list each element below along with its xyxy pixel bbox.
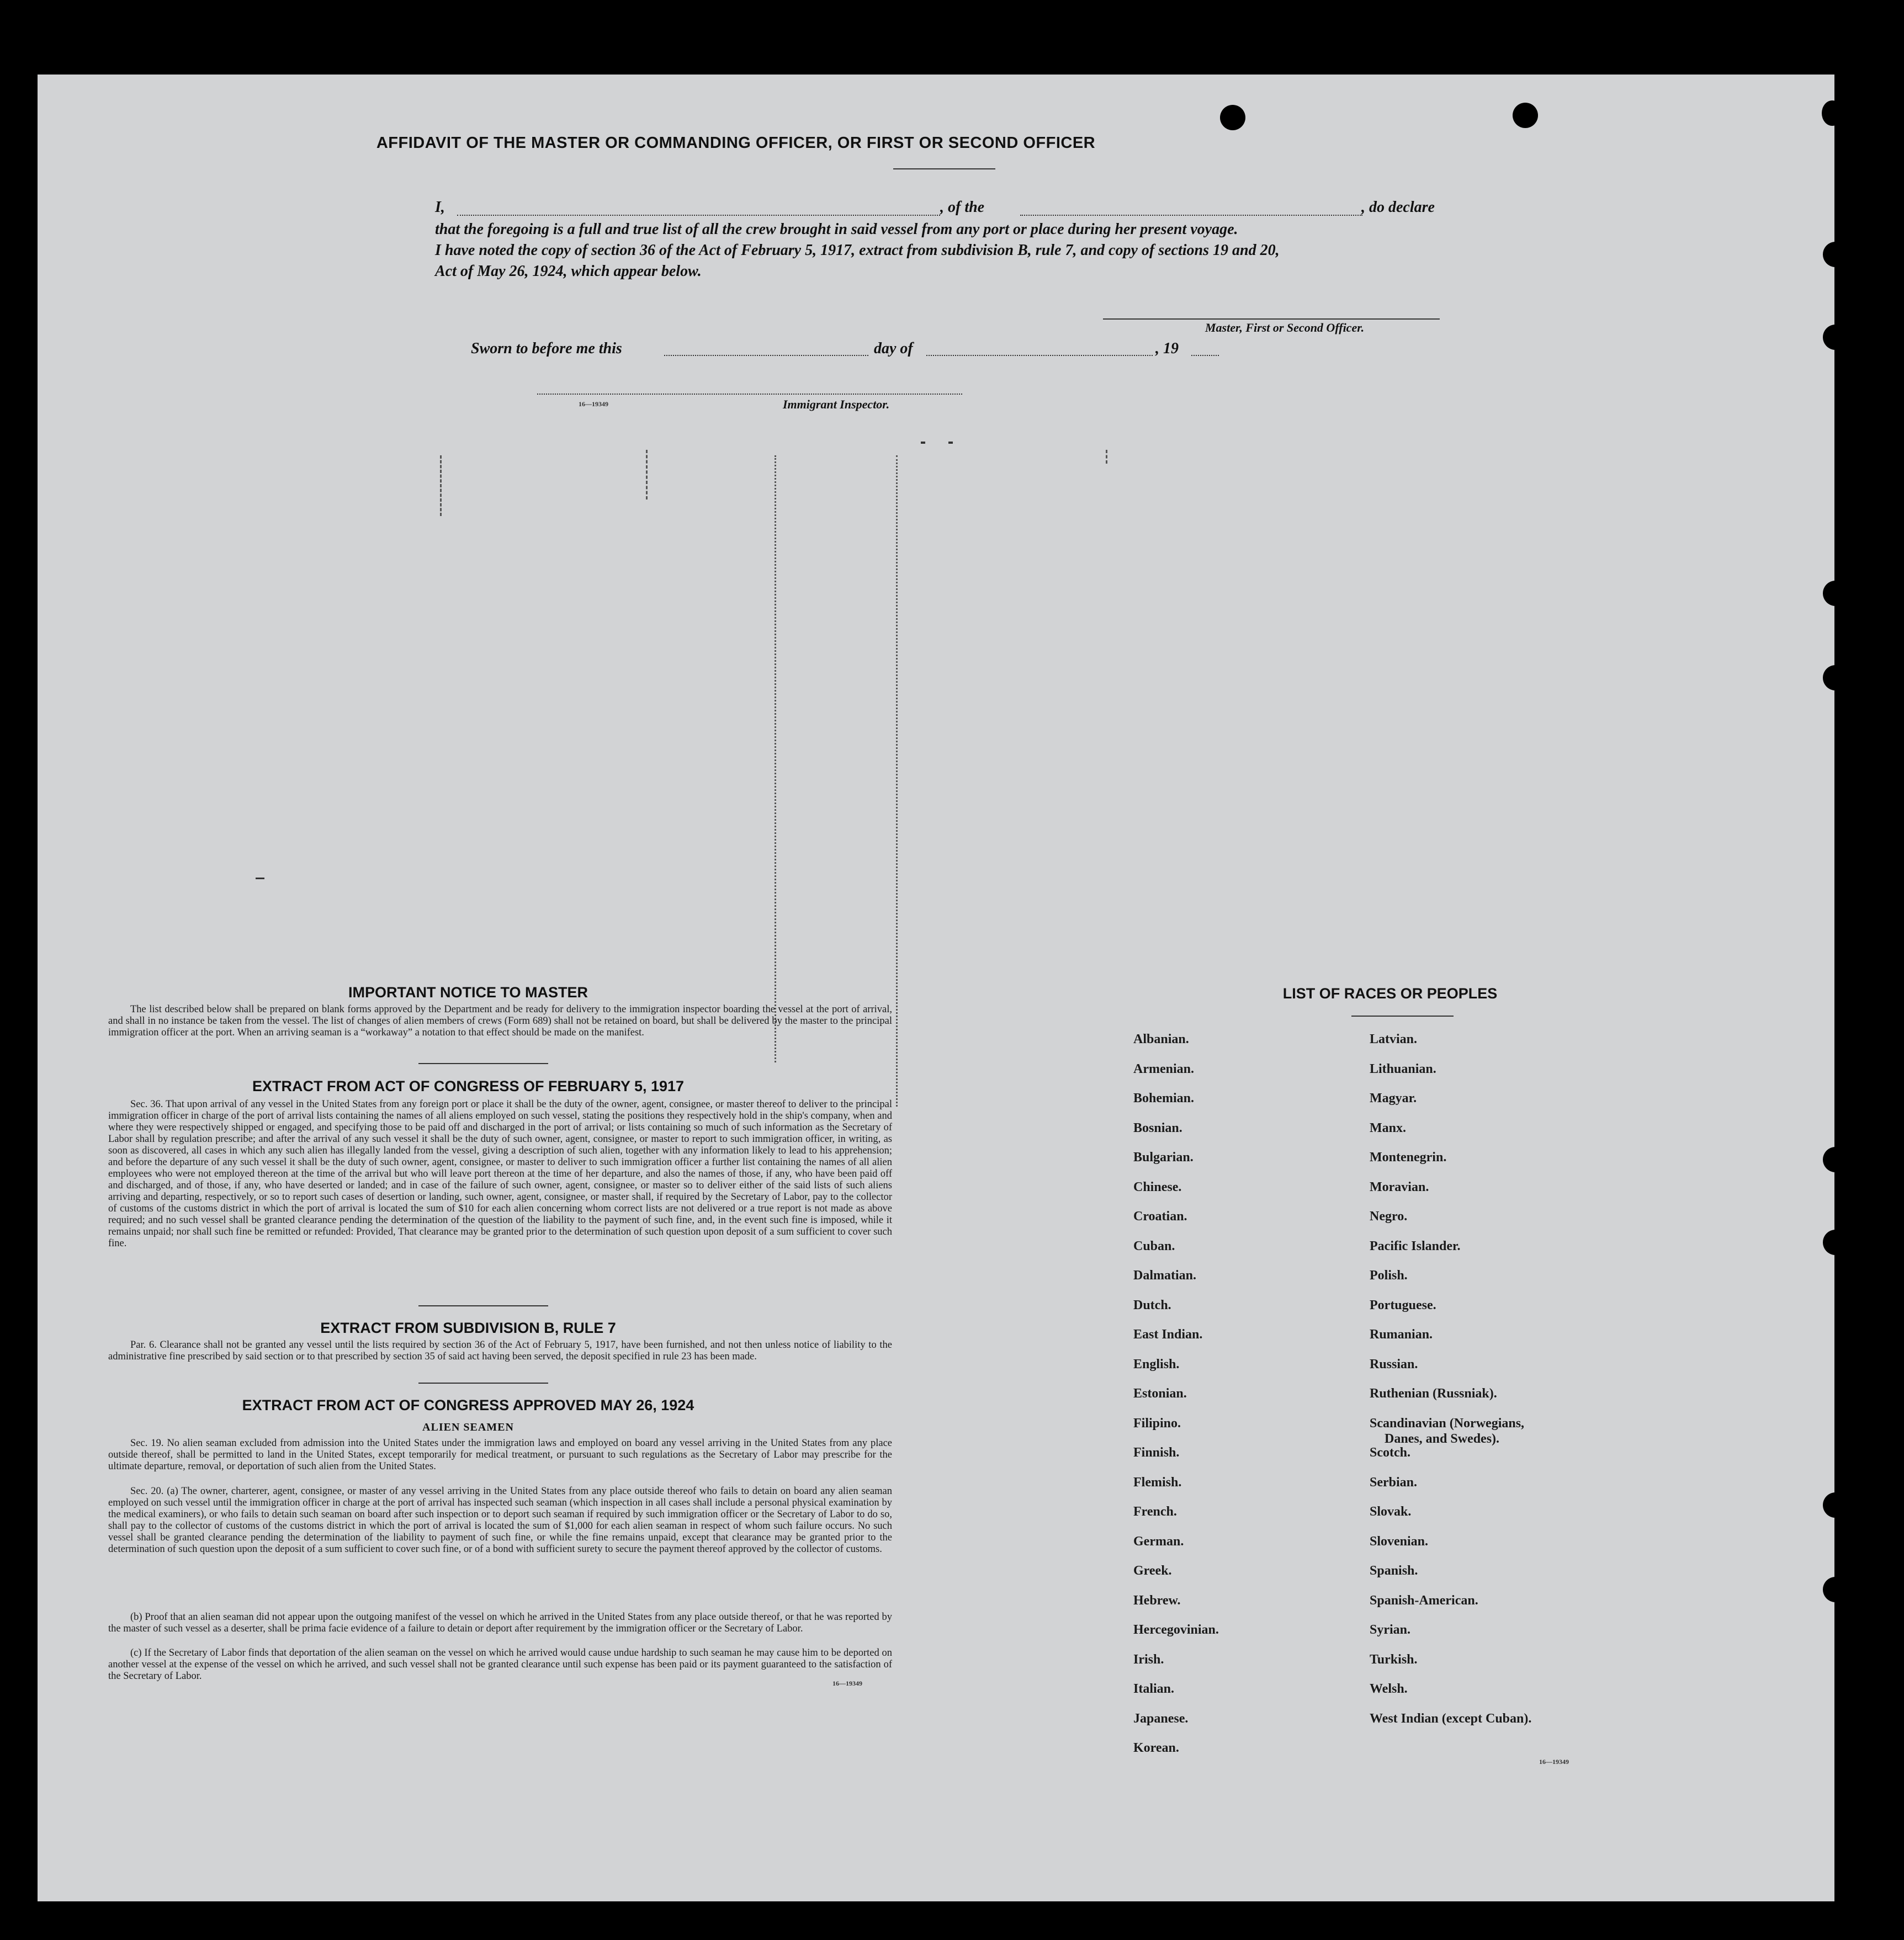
race-item: Ruthenian (Russniak).: [1370, 1386, 1497, 1401]
column-mark: [896, 455, 898, 1107]
day-line[interactable]: [664, 355, 868, 356]
race-item: Hebrew.: [1133, 1593, 1181, 1608]
race-item: Cuban.: [1133, 1239, 1175, 1253]
race-item: Japanese.: [1133, 1711, 1189, 1726]
sworn-text: Sworn to before me this: [471, 340, 622, 357]
race-item: Armenian.: [1133, 1061, 1194, 1076]
races-title: LIST OF RACES OR PEOPLES: [1282, 985, 1498, 1002]
extract-form-code: 16—19349: [832, 1679, 862, 1687]
month-line[interactable]: [926, 355, 1153, 356]
name-line[interactable]: [457, 215, 940, 216]
punch-hole: [1823, 1577, 1848, 1602]
race-item: Albanian.: [1133, 1032, 1189, 1046]
sec20c-text: (c) If the Secretary of Labor finds that deportation of the alien seaman on the vessel on which he arrived would cause undue hardship to such seaman he may cause him to be deported on another vessel at the expense of the vessel on which he arrived, and such vessel shall not be granted clearance until such expense has been paid or its payment guaranteed to the satisfaction of the Secretary of Labor.: [108, 1647, 892, 1682]
race-item: Spanish.: [1370, 1564, 1418, 1578]
race-item: Latvian.: [1370, 1032, 1418, 1046]
punch-hole: [1822, 100, 1843, 126]
day-of-text: day of: [874, 340, 913, 357]
race-item: East Indian.: [1133, 1327, 1203, 1342]
speck: [256, 878, 264, 879]
speck: [948, 442, 953, 444]
rule7-text: Par. 6. Clearance shall not be granted any vessel until the lists required by section 36 of the Act of February 5, 1917, have been furnished, and not then unless notice of liability to the administrative fine prescribed by said section or to that prescribed by section 35 of said act having been served, the deposit specified in rule 23 has been made.: [108, 1340, 892, 1362]
race-item: Korean.: [1133, 1741, 1179, 1755]
race-item: West Indian (except Cuban).: [1370, 1711, 1532, 1726]
race-item: Negro.: [1370, 1209, 1408, 1224]
vessel-line[interactable]: [1020, 215, 1362, 216]
race-item: Slovenian.: [1370, 1534, 1429, 1549]
affidavit-line-2: I have noted the copy of section 36 of the Act of February 5, 1917, extract from subdivision B, rule 7, and copy of sections 19 and 20,: [435, 242, 1280, 259]
affidavit-line-3: Act of May 26, 1924, which appear below.: [435, 263, 702, 280]
race-item: Bosnian.: [1133, 1120, 1182, 1135]
race-item: English.: [1133, 1357, 1180, 1372]
extract-1917-text: Sec. 36. That upon arrival of any vessel in the United States from any foreign port or place it shall be the duty of the owner, agent, consignee, or master thereof to deliver to the principal immigration officer in charge of the port of arrival lists containing the names of all aliens employed on such vessel, stating the positions they respectively hold in the ship's company, when and where they were respectively shipped or engaged, and specifying those to be paid off and discharged in the port of arrival; or lists containing so much of such information as the Secretary of Labor shall by regulation prescribe; and after the arrival of any such vessel it shall be the duty of such owner, agent, consignee, or master to report to such immigration officer, in writing, as soon as discovered, all cases in which any such alien has illegally landed from the vessel, giving a description of such alien, together with any information likely to lead to his apprehension; and before the departure of any such vessel it shall be the duty of such owner, agent, consignee, or master to deliver to such immigration officer a further list containing the names of all alien employees who were not employed thereon at the time of the arrival but who will leave port thereon at the time of her departure, and also the names of those, if any, who have been paid off and discharged, and of those, if any, who have deserted or landed; and in case of the failure of such owner, agent, consignee, or master so to deliver either of the said lists of such aliens arriving and departing, respectively, or so to report such cases of desertion or landing, such owner, agent, consignee, or master shall, if required by the Secretary of Labor, pay to the collector of customs of the customs district in which the port of arrival is located the sum of $10 for each alien concerning whom correct lists are not delivered or a true report is not made as above required; and no such vessel shall be granted clearance pending the determination of the question of the liability to the payment of such fine, and, in the event such fine is imposed, while it remains unpaid; nor shall such fine be remitted or refunded: Provided, That clearance may be granted prior to the determination of such question upon deposit of a sum sufficient to cover such fine.: [108, 1099, 892, 1249]
punch-hole: [1823, 665, 1848, 690]
punch-hole: [1513, 103, 1538, 128]
notice-title: IMPORTANT NOTICE TO MASTER: [348, 984, 588, 1001]
rule7-rule: [418, 1383, 548, 1384]
extract-1917-title: EXTRACT FROM ACT OF CONGRESS OF FEBRUARY 5, 1917: [252, 1078, 685, 1094]
race-item: Moravian.: [1370, 1179, 1429, 1194]
race-item: Hercegovinian.: [1133, 1623, 1219, 1637]
affidavit-line-1: that the foregoing is a full and true list of all the crew brought in said vessel from any port or place during her present voyage.: [435, 221, 1238, 238]
race-item: Filipino.: [1133, 1416, 1181, 1431]
punch-hole: [1823, 1492, 1848, 1518]
notice-rule: [418, 1063, 548, 1064]
race-item: Scotch.: [1370, 1445, 1410, 1460]
affidavit-title: AFFIDAVIT OF THE MASTER OR COMMANDING OFFICER, OR FIRST OR SECOND OFFICER: [376, 134, 1096, 152]
signature-label: Master, First or Second Officer.: [1205, 321, 1365, 334]
extract-1917-rule: [418, 1305, 548, 1306]
race-item: Polish.: [1370, 1268, 1408, 1283]
affidavit-do-declare: , do declare: [1361, 199, 1435, 216]
title-rule: [893, 168, 995, 169]
year-line[interactable]: [1191, 355, 1219, 356]
race-item: Pacific Islander.: [1370, 1239, 1461, 1253]
race-item: Irish.: [1133, 1652, 1164, 1667]
race-item: Montenegrin.: [1370, 1150, 1447, 1165]
notice-text: The list described below shall be prepared on blank forms approved by the Department and be ready for delivery to the immigration inspector boarding the vessel at the port of arrival, and shall in no instance be taken from the vessel. The list of changes of alien members of crews (Form 689) shall not be retained on board, but shall be delivered by the master to the principal immigration officer at the port. When an arriving seaman is a “workaway” a notation to that effect should be made on the manifest.: [108, 1004, 892, 1038]
column-mark: [775, 455, 776, 1062]
race-item: Welsh.: [1370, 1682, 1408, 1696]
race-item: Slovak.: [1370, 1505, 1412, 1519]
race-item: Danes, and Swedes).: [1385, 1431, 1500, 1446]
race-item: Serbian.: [1370, 1475, 1418, 1490]
race-item: French.: [1133, 1505, 1177, 1519]
affidavit-form-code: 16—19349: [579, 400, 608, 408]
affidavit-of-the: , of the: [940, 199, 985, 216]
race-item: Turkish.: [1370, 1652, 1418, 1667]
race-item: Syrian.: [1370, 1623, 1411, 1637]
inspector-line[interactable]: [537, 394, 962, 395]
punch-hole: [1823, 1230, 1848, 1255]
race-item: Manx.: [1370, 1120, 1406, 1135]
race-item: Estonian.: [1133, 1386, 1187, 1401]
column-mark: [1106, 450, 1107, 464]
races-rule: [1351, 1016, 1454, 1017]
year-text: , 19: [1155, 340, 1179, 357]
sec20b-text: (b) Proof that an alien seaman did not appear upon the outgoing manifest of the vessel on which he arrived in the United States from any place outside thereof, or that he was reported by the master of such vessel as a deserter, shall be prima facie evidence of a failure to detain or deport after requirement by the immigration officer or the Secretary of Labor.: [108, 1612, 892, 1634]
signature-line[interactable]: [1103, 318, 1440, 320]
punch-hole: [1823, 1147, 1848, 1172]
races-form-code: 16—19349: [1539, 1758, 1569, 1766]
race-item: Chinese.: [1133, 1179, 1182, 1194]
race-item: Flemish.: [1133, 1475, 1182, 1490]
punch-hole: [1823, 581, 1848, 606]
race-item: Italian.: [1133, 1682, 1175, 1696]
race-item: Russian.: [1370, 1357, 1418, 1372]
race-item: Bohemian.: [1133, 1091, 1195, 1105]
punch-hole: [1823, 325, 1848, 350]
race-item: Finnish.: [1133, 1445, 1180, 1460]
race-item: Bulgarian.: [1133, 1150, 1194, 1165]
column-mark: [440, 455, 442, 516]
race-item: Spanish-American.: [1370, 1593, 1478, 1608]
punch-hole: [1220, 105, 1245, 130]
sec19-text: Sec. 19. No alien seaman excluded from admission into the United States under the immigration laws and employed on board any vessel arriving in the United States from any place outside thereof, shall be permitted to land in the United States, except temporarily for medical treatment, or pursuant to such regulations as the Secretary of Labor may prescribe for the ultimate departure, removal, or deportation of such alien from the United States.: [108, 1438, 892, 1472]
race-item: German.: [1133, 1534, 1184, 1549]
inspector-label: Immigrant Inspector.: [783, 397, 890, 411]
race-item: Dalmatian.: [1133, 1268, 1196, 1283]
race-item: Greek.: [1133, 1564, 1172, 1578]
document-page: [38, 75, 1834, 1901]
race-item: Scandinavian (Norwegians,: [1370, 1416, 1525, 1431]
rule7-title: EXTRACT FROM SUBDIVISION B, RULE 7: [320, 1320, 616, 1336]
race-item: Magyar.: [1370, 1091, 1417, 1105]
sec20a-text: Sec. 20. (a) The owner, charterer, agent, consignee, or master of any vessel arriving in the United States from any place outside thereof who fails to detain on board any alien seaman employed on such vessel until the immigration officer in charge at the port of arrival has inspected such seaman (which inspection in all cases shall include a personal physical examination by the medical examiners), or who fails to detain such seaman on board after such inspection or to deport such seaman if required by such immigration officer or the Secretary of Labor to do so, shall pay to the collector of customs of the customs district in which the port of arrival is located the sum of $1,000 for each alien seaman in respect of whom such failure occurs. No such vessel shall be granted clearance pending the determination of the liability to payment of such fine, or while the fine remains unpaid, except that clearance may be granted prior to the determination of such question upon the deposit of a sum sufficient to cover such fine, or of a bond with sufficient surety to secure the payment thereof approved by the collector of customs.: [108, 1486, 892, 1555]
race-item: Croatian.: [1133, 1209, 1187, 1224]
race-item: Rumanian.: [1370, 1327, 1433, 1342]
speck: [921, 442, 925, 444]
race-item: Lithuanian.: [1370, 1061, 1436, 1076]
punch-hole: [1823, 242, 1848, 267]
column-mark: [646, 450, 648, 499]
alien-seamen-subtitle: ALIEN SEAMEN: [422, 1421, 514, 1433]
race-item: Portuguese.: [1370, 1298, 1436, 1312]
extract-1924-title: EXTRACT FROM ACT OF CONGRESS APPROVED MAY 26, 1924: [242, 1397, 694, 1413]
affidavit-i: I,: [435, 199, 445, 216]
race-item: Dutch.: [1133, 1298, 1171, 1312]
